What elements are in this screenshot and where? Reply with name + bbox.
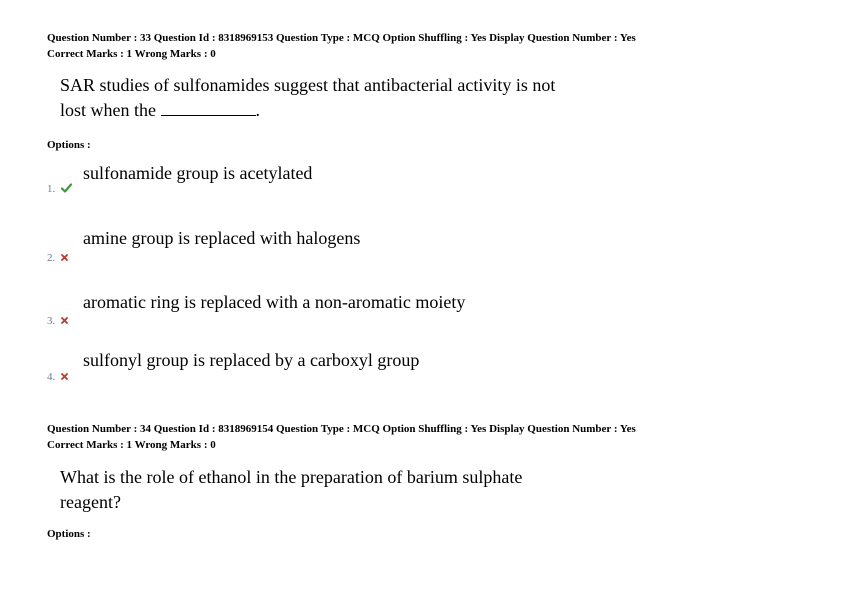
question-33-marks: Correct Marks : 1 Wrong Marks : 0 bbox=[47, 48, 216, 60]
option-2-number: 2. bbox=[47, 252, 56, 264]
question-34-options-label: Options : bbox=[47, 528, 91, 540]
question-34-text bbox=[60, 465, 620, 515]
option-2-text: amine group is replaced with halogens bbox=[83, 228, 361, 248]
question-33-text bbox=[60, 73, 620, 123]
question-34-header: Question Number : 34 Question Id : 8318969154 Question Type : MCQ Option Shuffling : Yes Display Question Number : Yes bbox=[47, 423, 636, 435]
question-33-end: . bbox=[255, 100, 260, 120]
question-34-meta bbox=[47, 421, 636, 453]
option-3-number: 3. bbox=[47, 315, 56, 327]
check-icon bbox=[61, 183, 72, 196]
option-3-marker bbox=[47, 315, 68, 327]
cross-icon bbox=[61, 371, 68, 383]
cross-icon bbox=[61, 252, 68, 264]
option-1-number: 1. bbox=[47, 183, 56, 196]
option-4-text: sulfonyl group is replaced by a carboxyl group bbox=[83, 350, 420, 370]
option-1-marker bbox=[47, 183, 72, 196]
option-2-marker bbox=[47, 252, 68, 264]
question-33-header: Question Number : 33 Question Id : 8318969153 Question Type : MCQ Option Shuffling : Yes Display Question Number : Yes bbox=[47, 32, 636, 44]
question-33-line2-wrap bbox=[60, 98, 620, 123]
option-1-text: sulfonamide group is acetylated bbox=[83, 163, 313, 183]
question-33-options-label: Options : bbox=[47, 139, 91, 151]
option-4-marker bbox=[47, 371, 68, 383]
question-33-line2: lost when the bbox=[60, 100, 156, 120]
option-3-text: aromatic ring is replaced with a non-aromatic moiety bbox=[83, 292, 466, 312]
question-33-meta bbox=[47, 30, 636, 62]
answer-blank bbox=[161, 101, 256, 116]
question-34-marks: Correct Marks : 1 Wrong Marks : 0 bbox=[47, 439, 216, 451]
option-4-number: 4. bbox=[47, 371, 56, 383]
question-34-line2: reagent? bbox=[60, 492, 121, 512]
cross-icon bbox=[61, 315, 68, 327]
question-34-line1: What is the role of ethanol in the preparation of barium sulphate bbox=[60, 467, 523, 487]
question-33-line1: SAR studies of sulfonamides suggest that antibacterial activity is not bbox=[60, 75, 556, 95]
